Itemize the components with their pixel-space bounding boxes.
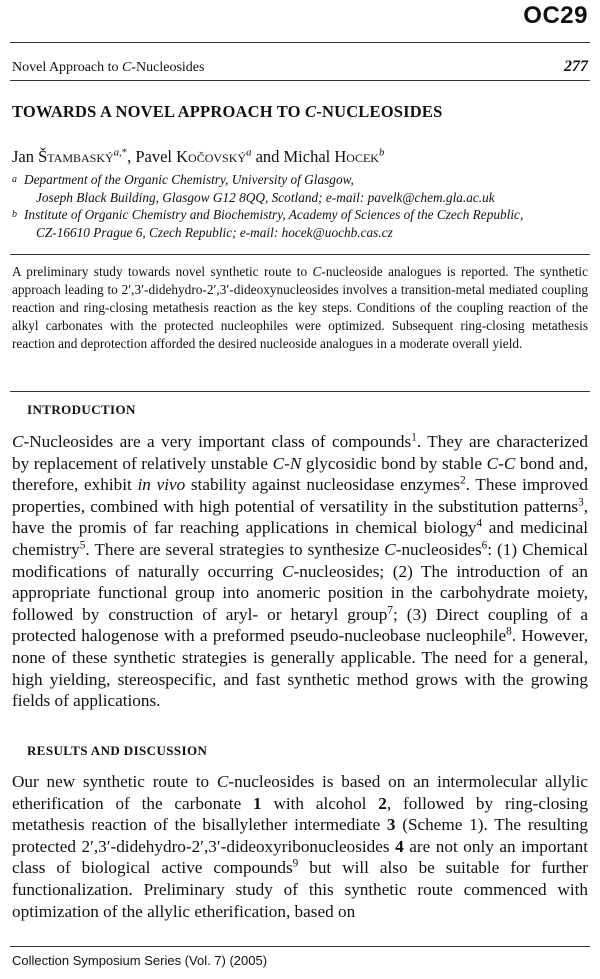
abstract-rule-bottom: [10, 391, 590, 392]
abstract-rule-top: [10, 254, 590, 255]
header-rule-bottom: [10, 80, 590, 81]
footer-citation: Collection Symposium Series (Vol. 7) (2005): [12, 953, 268, 968]
abstract-code: OC29: [523, 2, 588, 29]
author-1: Jan Štambaský$^{a,*}$: [12, 146, 128, 166]
introduction-paragraph: C-Nucleosides are a very important class of compounds$^1$. They are characterized by replacement of relatively unstable C-N glycosidic bond by stable C-C bond and, therefore, exhibit in vivo stability against nucleosidase enzymes$^2$. These improved properties, combined with high potential of versatility in the substitution patterns$^3$, have the promis of far reaching applications in chemical biology$^4$ and medicinal chemistry$^5$. There are several strategies to synthesize C-nucleosides$^6$: (1) Chemical modifications of naturally occurring C-nucleosides; (2) The introduction of an appropriate functional group into anomeric position in the carbohydrate moiety, followed by construction of aryl- or hetaryl group$^7$; (3) Direct coupling of a protected halogenose with a preformed pseudo-nucleobase nucleophile$^8$. However, none of these synthetic strategies is generally applicable. The need for a general, high yielding, stereospecific, and fast synthetic method grows with the growing fields of applications.: [12, 431, 588, 711]
results-paragraph: Our new synthetic route to C-nucleosides is based on an intermolecular allylic etherification of the carbonate 1 with alcohol 2, followed by ring-closing metathesis reaction of the bisallylether intermediate 3 (Scheme 1). The resulting protected 2′,3′-didehydro-2′,3′-dideoxyribonucleosides 4 are not only an important class of biological active compounds$^9$ but will also be suitable for further functionalization. Preliminary study of this synthetic route commenced with optimization of the allylic etherification, based on: [12, 772, 588, 921]
header-rule-top: [10, 42, 590, 43]
author-list: Jan Štambaský$^{a,*}$, Pavel Kočovský$^a$ and Michal Hocek$^b$: [12, 146, 385, 166]
section-heading-introduction: INTRODUCTION: [27, 402, 136, 417]
running-title: Novel Approach to C-Nucleosides: [12, 60, 205, 75]
affiliation-a: a Department of the Organic Chemistry, University of Glasgow, Joseph Black Building, Glasgow G12 8QQ, Scotland; e-mail: pavelk@chem.gla.ac.uk: [12, 172, 495, 206]
footer-rule: [10, 946, 590, 947]
author-2: Pavel Kočovský$^a$: [135, 146, 252, 166]
affiliation-b: b Institute of Organic Chemistry and Biochemistry, Academy of Sciences of the Czech Republic, CZ-16610 Prague 6, Czech Republic; e-mail: hocek@uochb.cas.cz: [12, 207, 524, 241]
page-number: 277: [564, 58, 588, 75]
section-heading-results: RESULTS AND DISCUSSION: [27, 743, 208, 758]
author-3: Michal Hocek$^b$: [283, 146, 385, 166]
paper-title: TOWARDS A NOVEL APPROACH TO C-NUCLEOSIDES: [12, 102, 443, 121]
abstract-text: A preliminary study towards novel synthetic route to C-nucleoside analogues is reported. The synthetic approach leading to 2′,3′-didehydro-2′,3′-dideoxynucleosides involves a transition-metal mediated coupling reaction and ring-closing metathesis reaction as the key steps. Conditions of the coupling reaction of the alkyl carbonates with the protected nucleophiles were optimized. Subsequent ring-closing metathesis reaction and deprotection afforded the desired nucleoside analogues in a moderate overall yield.: [12, 264, 588, 351]
